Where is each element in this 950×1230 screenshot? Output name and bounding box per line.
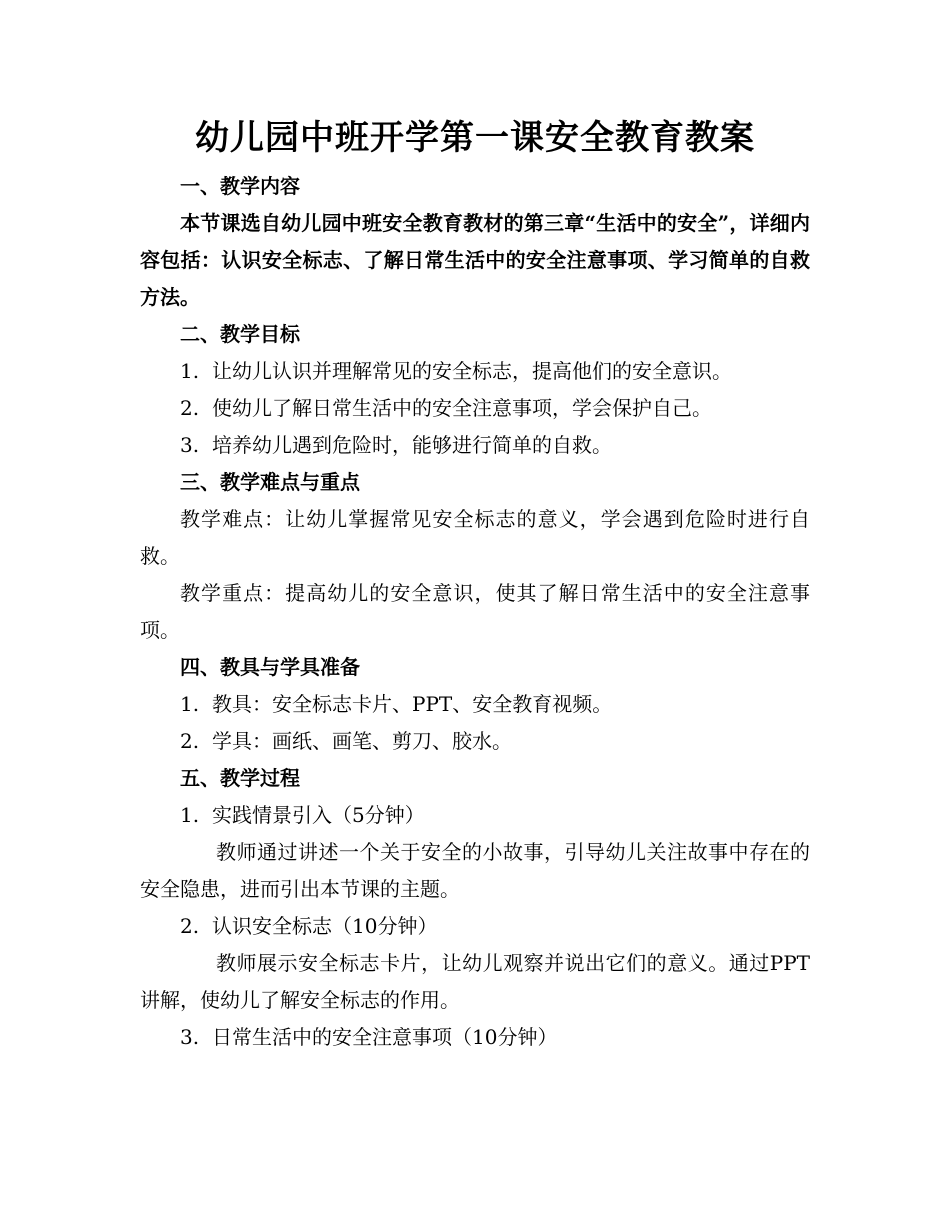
process-step-detail: 教师展示安全标志卡片，让幼儿观察并说出它们的意义。通过PPT讲解，使幼儿了解安全标志的作用。 <box>140 951 810 1012</box>
process-step-detail: 教师通过讲述一个关于安全的小故事，引导幼儿关注故事中存在的安全隐患，进而引出本节课的主题。 <box>140 840 810 901</box>
material-number: 2. <box>180 729 200 753</box>
process-step-title: 认识安全标志（10分钟） <box>212 914 438 938</box>
section-body-content: 本节课选自幼儿园中班安全教育教材的第三章“生活中的安全”，详细内容包括：认识安全标志、了解日常生活中的安全注意事项、学习简单的自救方法。 <box>140 211 810 309</box>
material-text: 教具：安全标志卡片、PPT、安全教育视频。 <box>212 692 613 716</box>
material-item <box>140 686 810 723</box>
material-number: 1. <box>180 692 200 716</box>
objective-number: 1. <box>180 359 200 383</box>
objective-item <box>140 427 810 464</box>
material-item <box>140 723 810 760</box>
process-step-number: 2. <box>180 914 200 938</box>
section-heading-difficulties: 三、教学难点与重点 <box>180 470 360 494</box>
process-step <box>140 908 810 945</box>
material-text: 学具：画纸、画笔、剪刀、胶水。 <box>212 729 512 753</box>
difficulty-paragraph: 教学难点：让幼儿掌握常见安全标志的意义，学会遇到危险时进行自救。 <box>140 507 810 568</box>
section-heading-content: 一、教学内容 <box>180 174 300 198</box>
section-heading-objectives: 二、教学目标 <box>180 322 300 346</box>
process-step <box>140 797 810 834</box>
process-step-number: 3. <box>180 1025 200 1049</box>
objective-item <box>140 353 810 390</box>
objective-text: 让幼儿认识并理解常见的安全标志，提高他们的安全意识。 <box>212 359 732 383</box>
process-step-title: 实践情景引入（5分钟） <box>212 803 425 827</box>
key-point-paragraph: 教学重点：提高幼儿的安全意识，使其了解日常生活中的安全注意事项。 <box>140 581 810 642</box>
objective-item <box>140 390 810 427</box>
process-step <box>140 1019 810 1056</box>
process-step-number: 1. <box>180 803 200 827</box>
section-heading-process: 五、教学过程 <box>180 766 300 790</box>
objective-number: 2. <box>180 396 200 420</box>
document-title: 幼儿园中班开学第一课安全教育教案 <box>195 118 755 158</box>
objective-text: 使幼儿了解日常生活中的安全注意事项，学会保护自己。 <box>212 396 712 420</box>
objective-number: 3. <box>180 433 200 457</box>
document-page <box>140 108 810 1056</box>
process-step-title: 日常生活中的安全注意事项（10分钟） <box>212 1025 558 1049</box>
section-heading-materials: 四、教具与学具准备 <box>180 655 360 679</box>
objective-text: 培养幼儿遇到危险时，能够进行简单的自救。 <box>212 433 612 457</box>
